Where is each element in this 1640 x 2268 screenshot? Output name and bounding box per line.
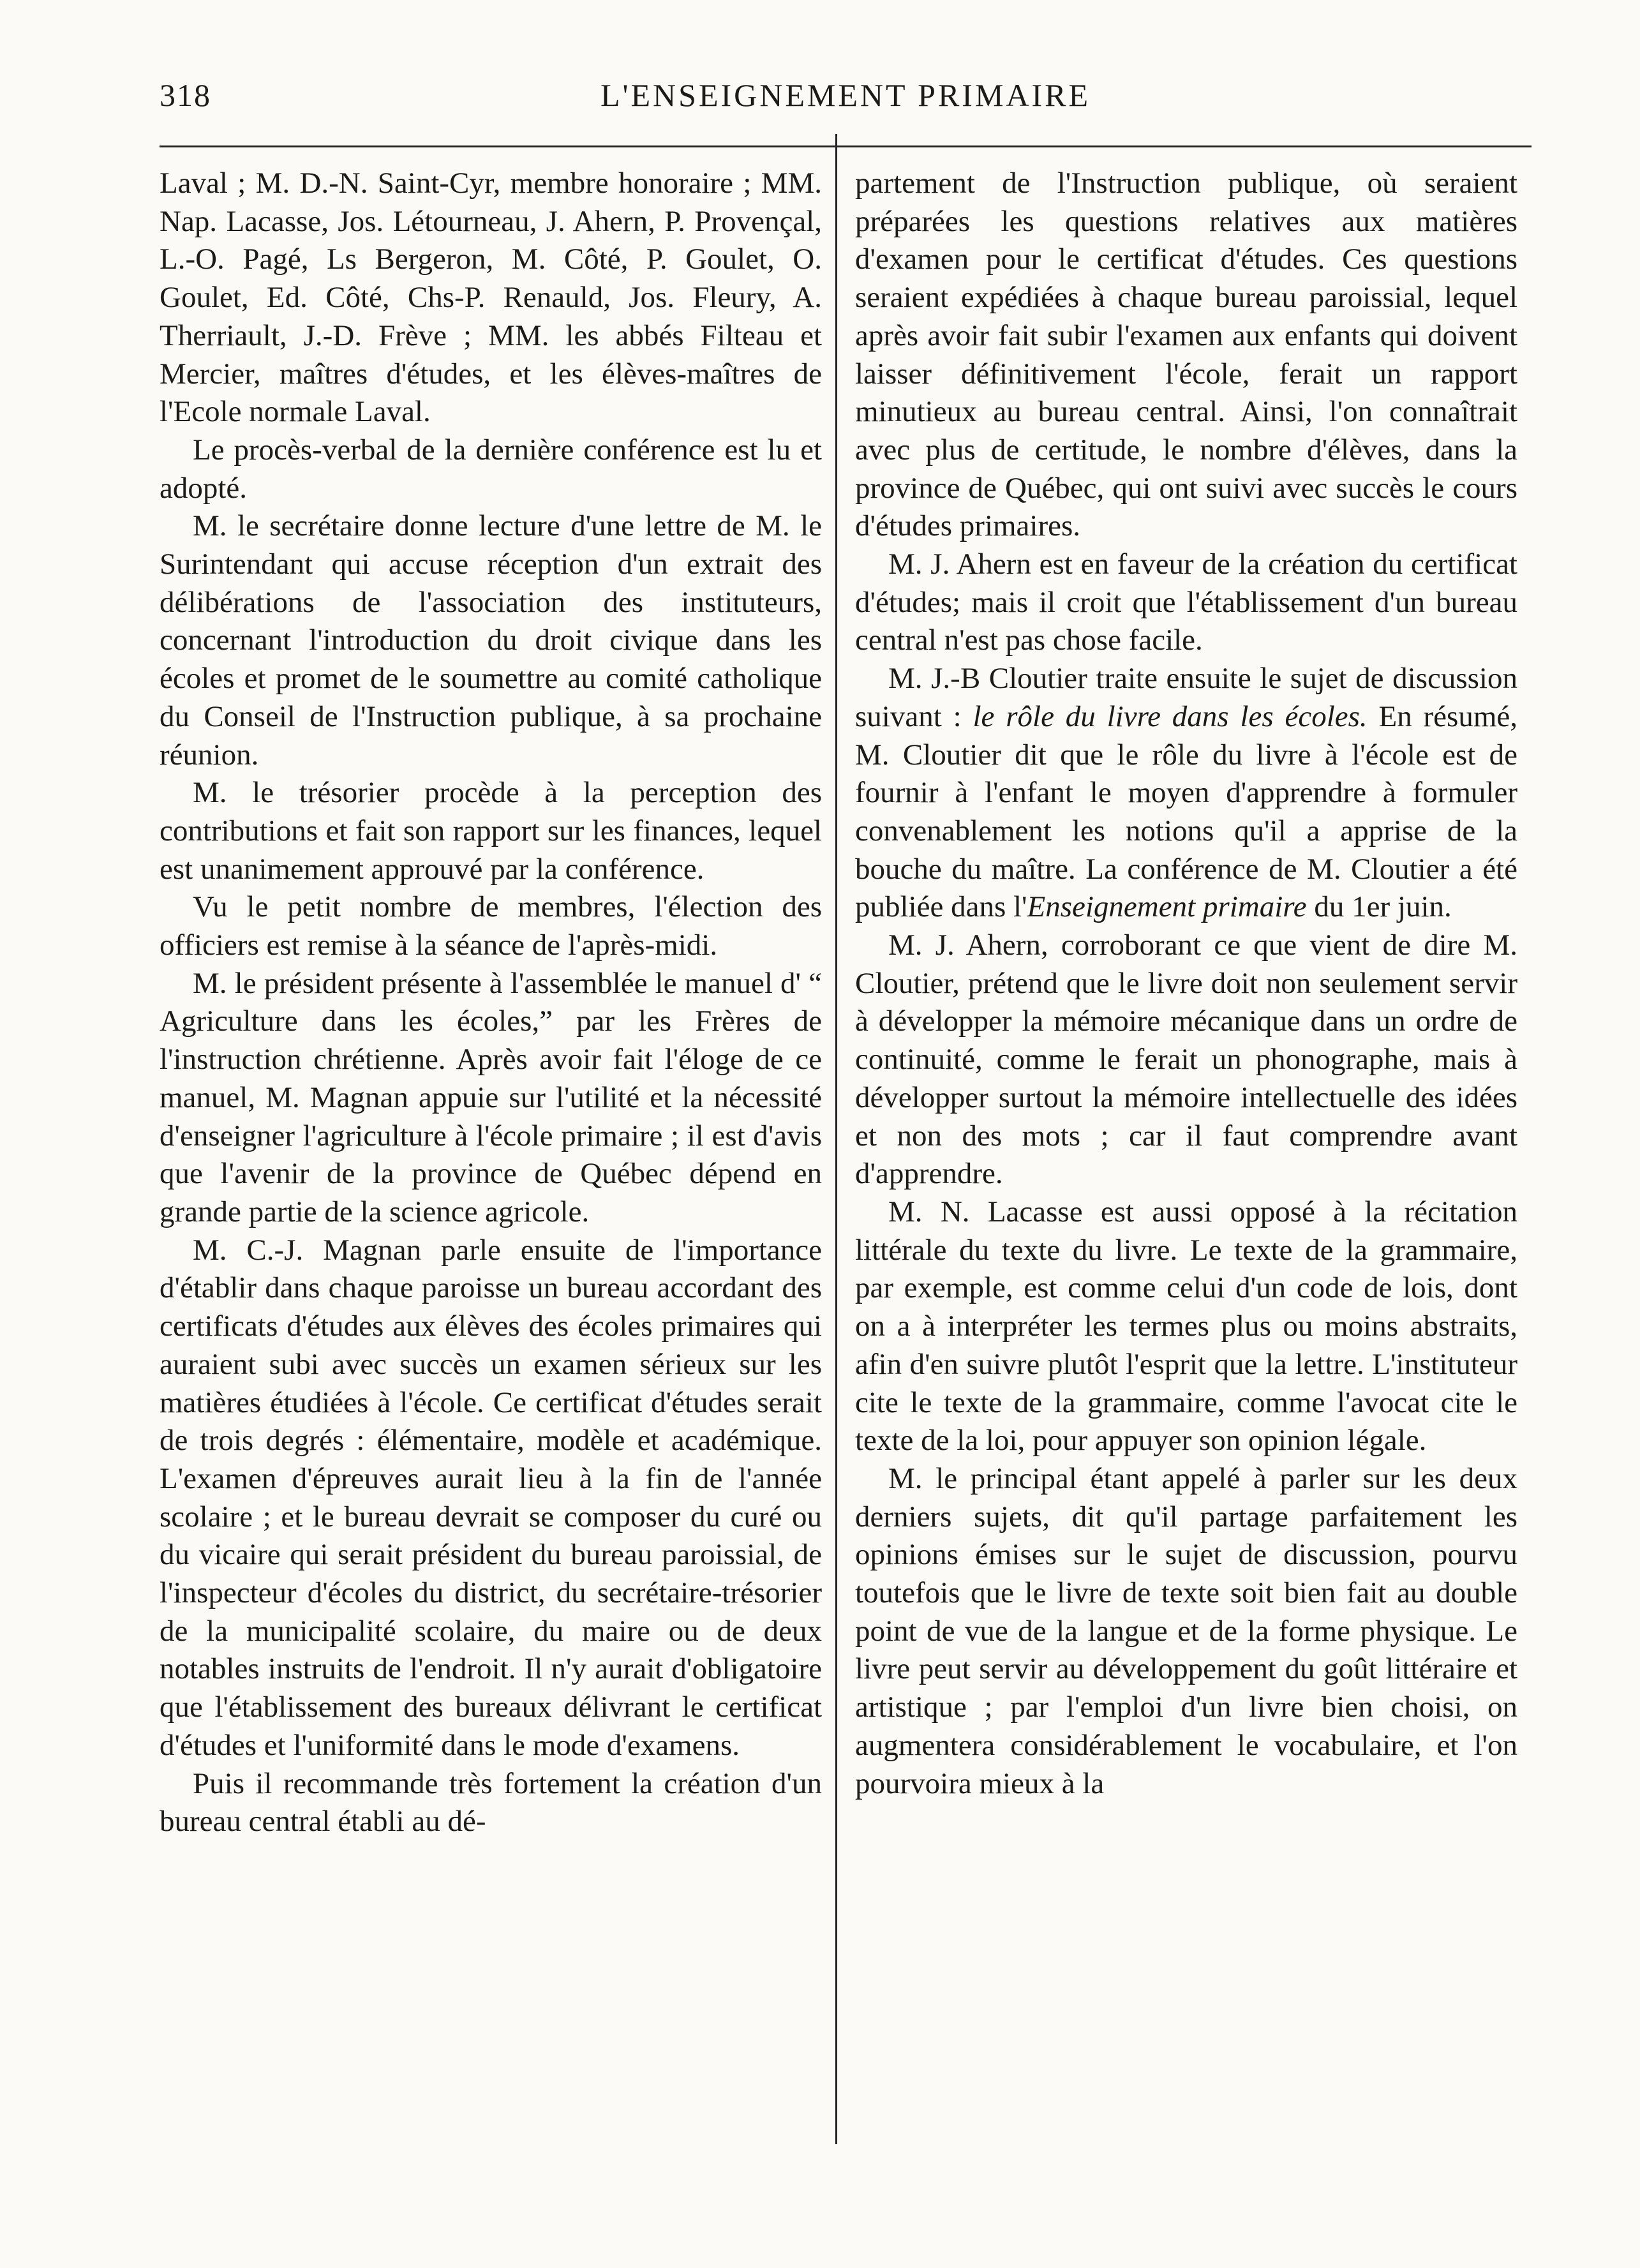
paragraph: Le procès-verbal de la dernière conférence est lu et adopté. <box>160 433 822 505</box>
paragraph: Laval ; M. D.-N. Saint-Cyr, membre honoraire ; MM. Nap. Lacasse, Jos. Létourneau, J. Ahern, P. Provençal, L.-O. Pagé, Ls Bergeron, M. Côté, P. Goulet, O. Goulet, Ed. Côté, Chs-P. Renauld, Jos. Fleury, A. Therriault, J.-D. Frève ; MM. les abbés Filteau et Mercier, maîtres d'études, et les élèves-maîtres de l'Ecole normale Laval. <box>160 167 822 429</box>
paragraph: M. le trésorier procède à la perception des contributions et fait son rapport sur les finances, lequel est unanimement approuvé par la conférence. <box>160 776 822 886</box>
page-number: 318 <box>160 77 211 113</box>
italic-title: Enseignement primaire <box>1027 890 1307 924</box>
text-run: M. J.-B Cloutier traite ensuite le sujet de discussion suivant : <box>855 662 1517 733</box>
paragraph: M. le président présente à l'assemblée le manuel d' “ Agriculture dans les écoles,” par les Frères de l'instruction chrétienne. Après avoir fait l'éloge de ce manuel, M. Magnan appuie sur l'utilité et la nécessité d'enseigner l'agriculture à l'école primaire ; il est d'avis que l'avenir de la province de Québec dépend en grande partie de la science agricole. <box>160 966 822 1228</box>
paragraph: Vu le petit nombre de membres, l'élection des officiers est remise à la séance de l'après-midi. <box>160 890 822 962</box>
page-header <box>160 77 1532 128</box>
italic-title: le rôle du livre dans les écoles. <box>973 699 1368 733</box>
paragraph: M. N. Lacasse est aussi opposé à la récitation littérale du texte du livre. Le texte de la grammaire, par exemple, est comme celui d'un code de lois, dont on a à interpréter les termes plus ou moins abstraits, afin d'en suivre plutôt l'esprit que la lettre. L'instituteur cite le texte de la grammaire, comme l'avocat cite le texte de la loi, pour appuyer son opinion légale. <box>855 1195 1517 1458</box>
header-rule <box>160 145 1532 147</box>
paragraph: M. le principal étant appelé à parler sur les deux derniers sujets, dit qu'il partage parfaitement les opinions émises sur le sujet de discussion, pourvu toutefois que le livre de texte soit bien fait au double point de vue de la langue et de la forme physique. Le livre peut servir au développement du goût littéraire et artistique ; par l'emploi d'un livre bien choisi, on augmentera considérablement le vocabulaire, et l'on pourvoira mieux à la <box>855 1461 1517 1800</box>
running-title: L'ENSEIGNEMENT PRIMAIRE <box>600 77 1091 113</box>
paragraph <box>855 660 1517 927</box>
left-column <box>160 165 822 1841</box>
column-divider <box>835 134 837 2144</box>
paragraph: M. C.-J. Magnan parle ensuite de l'importance d'établir dans chaque paroisse un bureau accordant des certificats d'études aux élèves des écoles primaires qui auraient subi avec succès un examen sérieux sur les matières étudiées à l'école. Ce certificat d'études serait de trois degrés : élémentaire, modèle et académique. L'examen d'épreuves aurait lieu à la fin de l'année scolaire ; et le bureau devrait se composer du curé ou du vicaire qui serait président du bureau paroissial, de l'inspecteur d'écoles du district, du secrétaire-trésorier de la municipalité scolaire, du maire ou de deux notables instruits de l'endroit. Il n'y aurait d'obligatoire que l'établissement des bureaux délivrant le certificat d'études et l'uniformité dans le mode d'examens. <box>160 1233 822 1762</box>
paragraph: Puis il recommande très fortement la création d'un bureau central établi au dé- <box>160 1766 822 1839</box>
paragraph: M. le secrétaire donne lecture d'une lettre de M. le Surintendant qui accuse réception d'un extrait des délibérations de l'association des instituteurs, concernant l'introduction du droit civique dans les écoles et promet de le soumettre au comité catholique du Conseil de l'Instruction publique, à sa prochaine réunion. <box>160 509 822 772</box>
right-column <box>855 165 1517 1803</box>
paragraph: partement de l'Instruction publique, où seraient préparées les questions relatives aux matières d'examen pour le certificat d'études. Ces questions seraient expédiées à chaque bureau paroissial, lequel après avoir fait subir l'examen aux enfants qui doivent laisser définitivement l'école, ferait un rapport minutieux au bureau central. Ainsi, l'on connaîtrait avec plus de certitude, le nombre d'élèves, dans la province de Québec, qui ont suivi avec succès le cours d'études primaires. <box>855 167 1517 543</box>
paragraph: M. J. Ahern, corroborant ce que vient de dire M. Cloutier, prétend que le livre doit non seulement servir à développer la mémoire mécanique dans un ordre de continuité, comme le ferait un phonographe, mais à développer surtout la mémoire intellectuelle des idées et non des mots ; car il faut comprendre avant d'apprendre. <box>855 929 1517 1191</box>
text-run: En résumé, M. Cloutier dit que le rôle du livre à l'école est de fournir à l'enfant le moyen d'apprendre à formuler convenablement les notions qu'il a apprise de la bouche du maître. La conférence de M. Cloutier a été publiée dans l' <box>855 699 1517 924</box>
paragraph: M. J. Ahern est en faveur de la création du certificat d'études; mais il croit que l'établissement d'un bureau central n'est pas chose facile. <box>855 548 1517 657</box>
text-run: du 1er juin. <box>1306 890 1452 924</box>
